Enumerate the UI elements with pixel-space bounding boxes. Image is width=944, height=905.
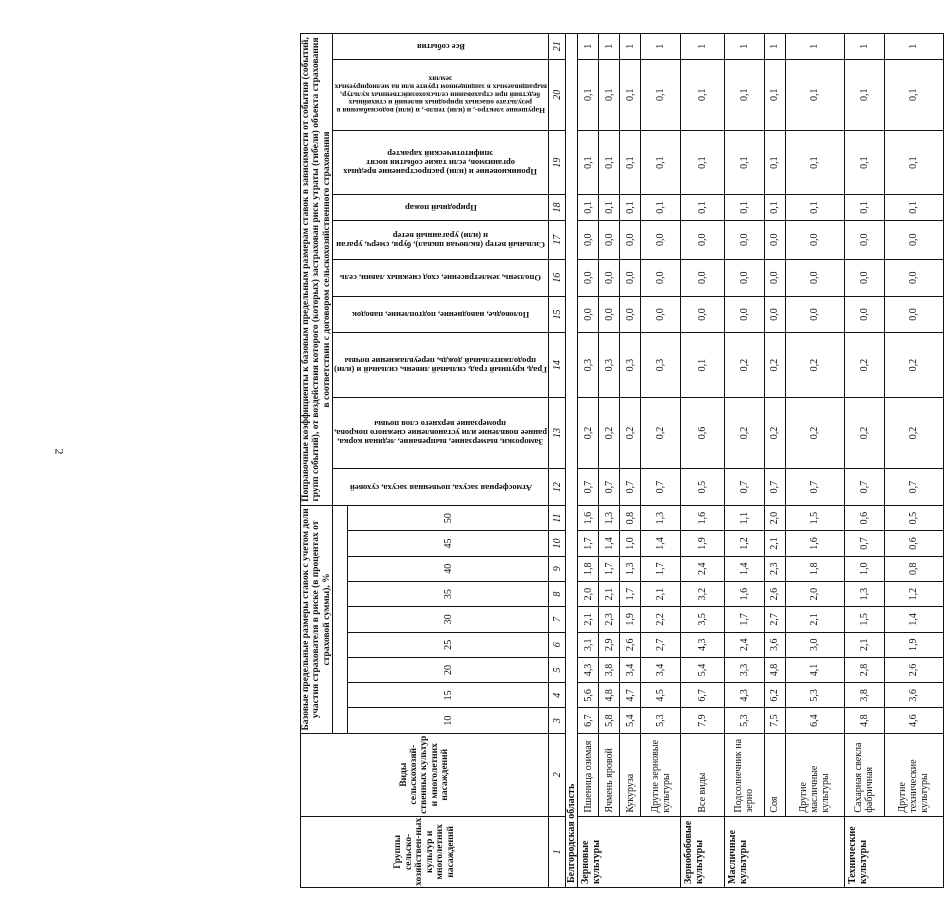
value-cell: 0,7 — [844, 531, 884, 556]
value-cell: 0,2 — [785, 397, 844, 468]
header-base-rates: Базовые предельные размеры ставок с учетом доли участия страхователя в риске (в процентах от страховой суммы), % — [301, 506, 333, 734]
value-cell: 1,2 — [884, 581, 943, 606]
value-cell: 2,4 — [724, 632, 764, 657]
value-cell: 1,0 — [844, 556, 884, 581]
value-cell: 2,3 — [764, 556, 785, 581]
column-number: 4 — [549, 683, 566, 708]
table-body — [578, 34, 944, 888]
value-cell: 0,3 — [578, 333, 599, 397]
value-cell: 6,4 — [785, 708, 844, 733]
value-cell: 5,3 — [640, 708, 680, 733]
value-cell: 0,0 — [724, 296, 764, 333]
value-cell: 0,1 — [884, 130, 943, 194]
value-cell: 7,9 — [681, 708, 725, 733]
value-cell: 0,7 — [578, 469, 599, 506]
value-cell: 1,6 — [681, 506, 725, 531]
value-cell: 0,6 — [884, 531, 943, 556]
value-cell: 3,5 — [681, 607, 725, 632]
value-cell: 0,0 — [884, 259, 943, 296]
value-cell: 0,1 — [681, 195, 725, 220]
kind-name: Подсолнечник на зерно — [724, 733, 764, 816]
value-cell: 1,9 — [681, 531, 725, 556]
value-cell: 0,0 — [785, 296, 844, 333]
value-cell: 0,7 — [640, 469, 680, 506]
value-cell: 3,4 — [620, 657, 641, 682]
value-cell: 1,5 — [785, 506, 844, 531]
value-cell: 0,0 — [844, 259, 884, 296]
value-cell: 2,0 — [785, 581, 844, 606]
share-20: 20 — [348, 657, 549, 682]
value-cell: 4,8 — [844, 708, 884, 733]
share-15: 15 — [348, 683, 549, 708]
value-cell: 1 — [844, 34, 884, 60]
value-cell: 2,1 — [844, 632, 884, 657]
value-cell: 1,7 — [620, 581, 641, 606]
value-cell: 0,2 — [620, 397, 641, 468]
value-cell: 0,0 — [844, 220, 884, 259]
value-cell: 0,0 — [764, 296, 785, 333]
value-cell: 0,1 — [599, 59, 620, 130]
value-cell: 0,5 — [884, 506, 943, 531]
table-row — [599, 34, 620, 888]
header-event-3: Град, крупный град, сильный ливень, сильный и (или) продолжительный дождь, переувлажнение почвы — [333, 333, 549, 397]
value-cell: 0,1 — [884, 195, 943, 220]
column-number: 11 — [549, 506, 566, 531]
value-cell: 0,5 — [681, 469, 725, 506]
table-row — [724, 34, 764, 888]
value-cell: 1,7 — [640, 556, 680, 581]
value-cell: 2,1 — [785, 607, 844, 632]
value-cell: 0,0 — [620, 259, 641, 296]
table-row — [620, 34, 641, 888]
value-cell: 4,3 — [578, 657, 599, 682]
value-cell: 5,4 — [681, 657, 725, 682]
value-cell: 1,5 — [844, 607, 884, 632]
value-cell: 4,1 — [785, 657, 844, 682]
column-number: 16 — [549, 259, 566, 296]
value-cell: 4,5 — [640, 683, 680, 708]
column-number: 20 — [549, 59, 566, 130]
value-cell: 2,6 — [884, 657, 943, 682]
value-cell: 0,1 — [764, 195, 785, 220]
value-cell: 1 — [681, 34, 725, 60]
value-cell: 6,7 — [681, 683, 725, 708]
value-cell: 0,0 — [578, 220, 599, 259]
column-number: 3 — [549, 708, 566, 733]
value-cell: 0,1 — [620, 59, 641, 130]
value-cell: 0,0 — [884, 220, 943, 259]
value-cell: 0,0 — [578, 296, 599, 333]
kind-name: Другие масличные культуры — [785, 733, 844, 816]
table-row — [764, 34, 785, 888]
value-cell: 0,7 — [844, 469, 884, 506]
value-cell: 3,0 — [785, 632, 844, 657]
value-cell: 0,1 — [764, 130, 785, 194]
column-number: 7 — [549, 607, 566, 632]
value-cell: 0,2 — [844, 333, 884, 397]
value-cell: 0,2 — [884, 397, 943, 468]
value-cell: 1 — [884, 34, 943, 60]
value-cell: 3,3 — [724, 657, 764, 682]
value-cell: 3,8 — [599, 657, 620, 682]
value-cell: 4,7 — [620, 683, 641, 708]
value-cell: 0,6 — [844, 506, 884, 531]
table-row — [681, 34, 725, 888]
header-blank — [333, 506, 348, 734]
column-number: 9 — [549, 556, 566, 581]
value-cell: 0,7 — [724, 469, 764, 506]
share-35: 35 — [348, 581, 549, 606]
value-cell: 0,0 — [785, 259, 844, 296]
value-cell: 2,7 — [640, 632, 680, 657]
value-cell: 0,0 — [620, 220, 641, 259]
kind-name: Ячмень яровой — [599, 733, 620, 816]
value-cell: 0,1 — [640, 130, 680, 194]
group-name: Зернобобовые культуры — [681, 816, 725, 887]
table-row — [844, 34, 884, 888]
kind-name: Другие зерновые культуры — [640, 733, 680, 816]
group-name: Масличные культуры — [724, 816, 844, 887]
value-cell: 5,8 — [599, 708, 620, 733]
column-number: 10 — [549, 531, 566, 556]
value-cell: 1,8 — [578, 556, 599, 581]
value-cell: 1,6 — [724, 581, 764, 606]
value-cell: 0,0 — [599, 296, 620, 333]
value-cell: 0,0 — [620, 296, 641, 333]
column-number: 8 — [549, 581, 566, 606]
value-cell: 1,8 — [785, 556, 844, 581]
value-cell: 2,2 — [640, 607, 680, 632]
table-row — [640, 34, 680, 888]
value-cell: 0,1 — [764, 59, 785, 130]
header-event-6: Сильный ветер (включая шквал), буря, смерч, ураган и (или) ураганный ветер — [333, 220, 549, 259]
value-cell: 1,7 — [724, 607, 764, 632]
value-cell: 2,1 — [764, 531, 785, 556]
value-cell: 0,1 — [578, 130, 599, 194]
value-cell: 4,3 — [724, 683, 764, 708]
value-cell: 0,0 — [764, 259, 785, 296]
value-cell: 0,2 — [785, 333, 844, 397]
value-cell: 1,6 — [785, 531, 844, 556]
value-cell: 2,9 — [599, 632, 620, 657]
column-number: 17 — [549, 220, 566, 259]
share-45: 45 — [348, 531, 549, 556]
page-number: 2 — [52, 448, 67, 455]
value-cell: 2,4 — [681, 556, 725, 581]
value-cell: 0,0 — [681, 296, 725, 333]
value-cell: 5,3 — [724, 708, 764, 733]
value-cell: 1 — [764, 34, 785, 60]
share-10: 10 — [348, 708, 549, 733]
value-cell: 1,3 — [599, 506, 620, 531]
value-cell: 3,2 — [681, 581, 725, 606]
header-kinds: Виды сельскохозяй-ственных культур и многолетних насаждений — [301, 733, 549, 816]
value-cell: 6,2 — [764, 683, 785, 708]
value-cell: 0,1 — [578, 195, 599, 220]
value-cell: 2,7 — [764, 607, 785, 632]
value-cell: 3,4 — [640, 657, 680, 682]
column-number: 2 — [549, 733, 566, 816]
value-cell: 0,0 — [599, 259, 620, 296]
value-cell: 0,1 — [844, 130, 884, 194]
value-cell: 0,1 — [640, 195, 680, 220]
kind-name: Сахарная свекла фабричная — [844, 733, 884, 816]
value-cell: 0,2 — [599, 397, 620, 468]
header-event-1: Атмосферная засуха, почвенная засуха, суховей — [333, 469, 549, 506]
column-number: 6 — [549, 632, 566, 657]
value-cell: 4,6 — [884, 708, 943, 733]
value-cell: 7,5 — [764, 708, 785, 733]
value-cell: 4,8 — [599, 683, 620, 708]
value-cell: 5,4 — [620, 708, 641, 733]
value-cell: 2,6 — [620, 632, 641, 657]
value-cell: 0,1 — [599, 195, 620, 220]
column-number: 14 — [549, 333, 566, 397]
share-25: 25 — [348, 632, 549, 657]
value-cell: 0,3 — [599, 333, 620, 397]
value-cell: 0,7 — [764, 469, 785, 506]
value-cell: 0,1 — [578, 59, 599, 130]
value-cell: 2,6 — [764, 581, 785, 606]
value-cell: 0,2 — [578, 397, 599, 468]
value-cell: 0,2 — [844, 397, 884, 468]
column-number: 15 — [549, 296, 566, 333]
kind-name: Соя — [764, 733, 785, 816]
kind-name: Пшеница озимая — [578, 733, 599, 816]
value-cell: 0,7 — [884, 469, 943, 506]
value-cell: 1,3 — [844, 581, 884, 606]
value-cell: 1 — [599, 34, 620, 60]
region-row: Белгородская область — [566, 34, 578, 888]
value-cell: 0,1 — [599, 130, 620, 194]
value-cell: 1,7 — [578, 531, 599, 556]
header-event-8: Проникновение и (или) распространение вредных организмов, если такие события носят эпифитотический характер — [333, 130, 549, 194]
value-cell: 1,4 — [724, 556, 764, 581]
value-cell: 0,7 — [599, 469, 620, 506]
value-cell: 1 — [724, 34, 764, 60]
column-number: 1 — [549, 816, 566, 887]
value-cell: 1,2 — [724, 531, 764, 556]
value-cell: 1,0 — [620, 531, 641, 556]
value-cell: 0,0 — [640, 296, 680, 333]
value-cell: 0,1 — [785, 130, 844, 194]
value-cell: 0,0 — [724, 259, 764, 296]
value-cell: 0,2 — [724, 397, 764, 468]
value-cell: 1,7 — [599, 556, 620, 581]
table-row — [578, 34, 599, 888]
value-cell: 4,3 — [681, 632, 725, 657]
value-cell: 0,8 — [884, 556, 943, 581]
value-cell: 2,0 — [578, 581, 599, 606]
value-cell: 0,2 — [640, 397, 680, 468]
value-cell: 0,2 — [884, 333, 943, 397]
value-cell: 1,1 — [724, 506, 764, 531]
value-cell: 3,1 — [578, 632, 599, 657]
value-cell: 2,3 — [599, 607, 620, 632]
value-cell: 0,1 — [724, 130, 764, 194]
value-cell: 0,0 — [681, 220, 725, 259]
value-cell: 0,0 — [640, 259, 680, 296]
value-cell: 3,6 — [884, 683, 943, 708]
value-cell: 1,4 — [884, 607, 943, 632]
header-event-4: Половодье, наводнение, подтопление, паводок — [333, 296, 549, 333]
value-cell: 0,2 — [724, 333, 764, 397]
value-cell: 0,1 — [785, 195, 844, 220]
value-cell: 6,7 — [578, 708, 599, 733]
value-cell: 0,8 — [620, 506, 641, 531]
share-50: 50 — [348, 506, 549, 531]
value-cell: 0,1 — [620, 130, 641, 194]
value-cell: 0,1 — [884, 59, 943, 130]
value-cell: 0,1 — [620, 195, 641, 220]
share-30: 30 — [348, 607, 549, 632]
value-cell: 1,9 — [884, 632, 943, 657]
value-cell: 1,6 — [578, 506, 599, 531]
group-name: Зерновые культуры — [578, 816, 681, 887]
value-cell: 2,1 — [599, 581, 620, 606]
value-cell: 0,0 — [578, 259, 599, 296]
value-cell: 2,0 — [764, 506, 785, 531]
value-cell: 1 — [785, 34, 844, 60]
rate-table-container — [300, 33, 931, 888]
column-numbers-row — [549, 34, 566, 888]
kind-name: Кукуруза — [620, 733, 641, 816]
value-cell: 3,8 — [844, 683, 884, 708]
column-number: 19 — [549, 130, 566, 194]
table-row — [884, 34, 943, 888]
value-cell: 1,4 — [640, 531, 680, 556]
value-cell: 5,3 — [785, 683, 844, 708]
kind-name: Все виды — [681, 733, 725, 816]
kind-name: Другие технические культуры — [884, 733, 943, 816]
value-cell: 0,6 — [681, 397, 725, 468]
column-number: 13 — [549, 397, 566, 468]
value-cell: 1 — [620, 34, 641, 60]
group-name: Технические культуры — [844, 816, 943, 887]
column-number: 5 — [549, 657, 566, 682]
value-cell: 2,8 — [844, 657, 884, 682]
value-cell: 1,3 — [620, 556, 641, 581]
value-cell: 1,4 — [599, 531, 620, 556]
value-cell: 2,1 — [640, 581, 680, 606]
value-cell: 0,0 — [724, 220, 764, 259]
value-cell: 0,1 — [681, 333, 725, 397]
value-cell: 0,0 — [681, 259, 725, 296]
value-cell: 4,8 — [764, 657, 785, 682]
header-event-7: Природный пожар — [333, 195, 549, 220]
value-cell: 0,0 — [640, 220, 680, 259]
value-cell: 0,7 — [785, 469, 844, 506]
value-cell: 0,0 — [599, 220, 620, 259]
value-cell: 0,0 — [844, 296, 884, 333]
header-event-2: Заморозки, вымерзание, выпревание, ледяная корка, раннее появление или установление снежного покрова, промерзание верхнего слоя почвы — [333, 397, 549, 468]
value-cell: 0,1 — [681, 130, 725, 194]
value-cell: 0,1 — [785, 59, 844, 130]
value-cell: 0,1 — [844, 59, 884, 130]
value-cell: 0,7 — [620, 469, 641, 506]
value-cell: 5,6 — [578, 683, 599, 708]
value-cell: 1 — [640, 34, 680, 60]
value-cell: 0,3 — [640, 333, 680, 397]
value-cell: 0,3 — [620, 333, 641, 397]
value-cell: 1,3 — [640, 506, 680, 531]
header-correction: Поправочные коэффициенты к базовым предельным размерам ставок в зависимости от события (событий, групп событий), от воздействия которого (которых) застрахован риск утраты (гибели) объекта страхования в соответствии с договором сельскохозяйственного страхования — [301, 34, 333, 506]
value-cell: 0,1 — [681, 59, 725, 130]
value-cell: 0,0 — [884, 296, 943, 333]
value-cell: 0,1 — [844, 195, 884, 220]
value-cell: 0,2 — [764, 397, 785, 468]
table-row — [785, 34, 844, 888]
header-groups: Группы сельско-хозяйствен-ных культур и многолетних насаждений — [301, 816, 549, 887]
header-event-5: Оползень, землетрясение, сход снежных лавин, сель — [333, 259, 549, 296]
value-cell: 3,6 — [764, 632, 785, 657]
value-cell: 1,9 — [620, 607, 641, 632]
value-cell: 0,1 — [724, 59, 764, 130]
value-cell: 0,0 — [785, 220, 844, 259]
column-number: 18 — [549, 195, 566, 220]
column-number: 21 — [549, 34, 566, 60]
header-event-10: Все события — [333, 34, 549, 60]
share-40: 40 — [348, 556, 549, 581]
header-event-9: Нарушение электро-, и (или) тепло-, и (или) водоснабжения в результате опасных природных явлений и стихийных бедствий при страховании сельскохозяйственных культур, выращиваемых в защищенном грунте или на мелиорируемых землях — [333, 59, 549, 130]
value-cell: 1 — [578, 34, 599, 60]
value-cell: 0,1 — [724, 195, 764, 220]
rate-table — [300, 33, 944, 888]
value-cell: 0,2 — [764, 333, 785, 397]
value-cell: 0,1 — [640, 59, 680, 130]
value-cell: 0,0 — [764, 220, 785, 259]
value-cell: 2,1 — [578, 607, 599, 632]
column-number: 12 — [549, 469, 566, 506]
